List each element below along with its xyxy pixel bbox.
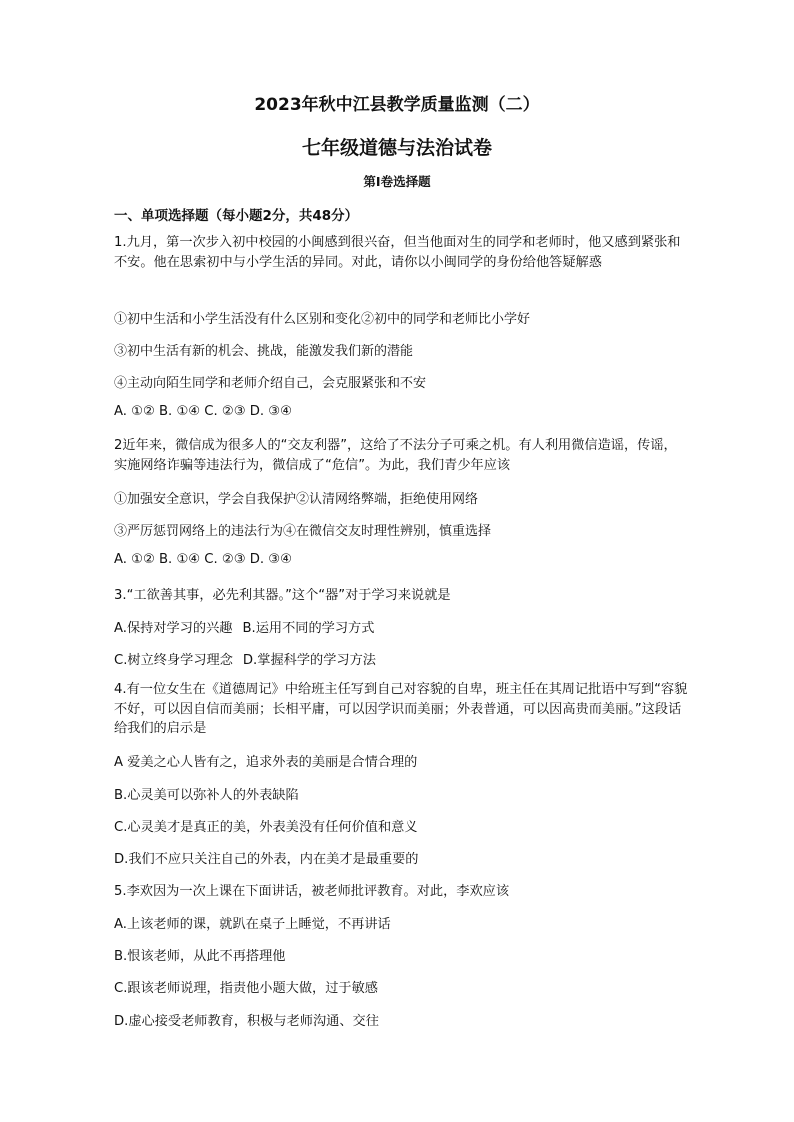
q1-statement-3: ④主动向陌生同学和老师介绍自己，会克服紧张和不安 [114,376,427,391]
q3-option-b: B.运用不同的学习方式 [242,621,375,636]
q3-option-c: C.树立终身学习理念 [114,653,233,668]
q3-options-row-1 [114,617,374,636]
q3-stem: 3.“工欲善其事，必先利其器。”这个“器”对于学习来说就是 [114,588,451,603]
q4-option-a: A 爱美之心人皆有之，追求外表的美丽是合情合理的 [114,755,418,770]
q2-statement-1: ①加强安全意识，学会自我保护②认清网络弊端，拒绝使用网络 [114,492,479,507]
q5-option-a: A.上该老师的课，就趴在桌子上睡觉，不再讲话 [114,917,391,932]
q1-statement-2: ③初中生活有新的机会、挑战，能激发我们新的潜能 [114,344,414,359]
section-heading: 一、单项选择题（每小题2分，共48分） [114,208,359,224]
q2-options: A. ①② B. ①④ C. ②③ D. ③④ [114,552,292,567]
q1-stem: 1.九月，第一次步入初中校园的小闽感到很兴奋，但当他面对生的同学和老师时，他又感到紧张和不安。他在思索初中与小学生活的异同。对此，请你以小闽同学的身份给他答疑解惑 [114,235,681,270]
q5-stem: 5.李欢因为一次上课在下面讲话，被老师批评教育。对此，李欢应该 [114,884,510,899]
exam-subtitle: 七年级道德与法治试卷 [301,137,492,159]
q5-option-c: C.跟该老师说理，指责他小题大做，过于敏感 [114,981,378,996]
part-heading: 第Ⅰ卷选择题 [363,174,431,189]
q1-statement-1: ①初中生活和小学生活没有什么区别和变化②初中的同学和老师比小学好 [114,312,531,327]
q4-stem: 4.有一位女生在《道德周记》中给班主任写到自己对容貌的自卑，班主任在其周记批语中写到“容貌不好，可以因自信而美丽；长相平庸，可以因学识而美丽；外表普通，可以因高贵而美丽。”这段话给我们的启示是 [114,682,688,736]
q2-statement-2: ③严厉惩罚网络上的违法行为④在微信交友时理性辨别，慎重选择 [114,524,492,539]
q2-stem: 2近年来，微信成为很多人的“交友利器”，这给了不法分子可乘之机。有人利用微信造谣，传谣，实施网络诈骗等违法行为，微信成了“危信”。为此，我们青少年应该 [114,438,677,473]
q3-option-d: D.掌握科学的学习方法 [242,653,376,668]
q3-option-a: A.保持对学习的兴趣 [114,621,233,636]
exam-title: 2023年秋中江县教学质量监测（二） [254,95,540,115]
q4-option-b: B.心灵美可以弥补人的外表缺陷 [114,788,299,803]
q5-option-d: D.虚心接受老师教育，积极与老师沟通、交往 [114,1014,379,1029]
q1-options: A. ①② B. ①④ C. ②③ D. ③④ [114,404,292,419]
q3-options-row-2 [114,649,376,668]
q5-option-b: B.恨该老师，从此不再搭理他 [114,949,286,964]
q4-option-c: C.心灵美才是真正的美，外表美没有任何价值和意义 [114,820,418,835]
q4-option-d: D.我们不应只关注自己的外表，内在美才是最重要的 [114,852,419,867]
